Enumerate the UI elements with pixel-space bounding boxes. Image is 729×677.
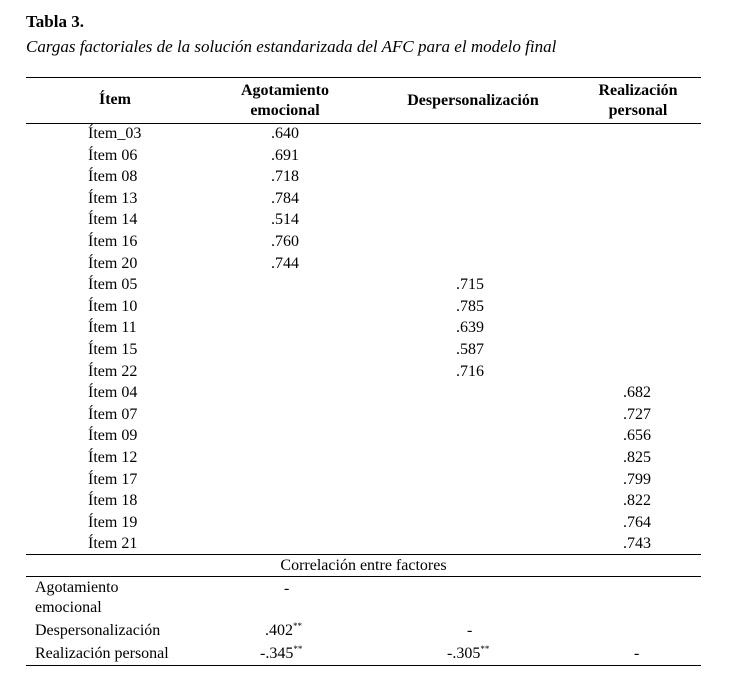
- corr-dp-dp: -: [467, 622, 473, 639]
- correlation-title-rule: [26, 576, 701, 577]
- row-loading-rp: .682: [623, 384, 651, 401]
- row-loading-ae: .760: [271, 233, 299, 250]
- table-title: Tabla 3.: [26, 12, 84, 31]
- corr-rp-rp: -: [634, 645, 640, 662]
- bottom-rule: [26, 665, 701, 666]
- corr-rp-dp-value: -.305: [447, 645, 481, 662]
- corr-label-realizacion: Realización personal: [35, 645, 169, 662]
- row-loading-dp: .639: [456, 319, 484, 336]
- corr-ae-ae: -: [284, 580, 290, 597]
- top-rule: [26, 77, 701, 78]
- corr-dp-ae: [265, 621, 302, 641]
- corr-label-despersonalizacion: Despersonalización: [35, 622, 161, 639]
- row-loading-dp: .716: [456, 363, 484, 380]
- corr-label-agotamiento: [35, 578, 119, 618]
- row-item-label: Ítem 15: [88, 341, 138, 358]
- row-loading-rp: .656: [623, 427, 651, 444]
- corr-label-agotamiento-line1: Agotamiento: [35, 579, 119, 596]
- corr-label-agotamiento-line2: emocional: [35, 599, 102, 616]
- row-loading-rp: .825: [623, 449, 651, 466]
- header-agotamiento-line1: Agotamiento: [241, 82, 329, 99]
- corr-rp-ae: [260, 644, 302, 664]
- row-item-label: Ítem 09: [88, 427, 138, 444]
- row-loading-rp: .799: [623, 471, 651, 488]
- row-loading-ae: .718: [271, 168, 299, 185]
- row-item-label: Ítem 07: [88, 406, 138, 423]
- row-loading-ae: .691: [271, 147, 299, 164]
- header-despersonalizacion-label: Despersonalización: [407, 92, 539, 109]
- header-realizacion-line1: Realización: [598, 82, 678, 99]
- row-item-label: Ítem 10: [88, 298, 138, 315]
- row-item-label: Ítem 06: [88, 147, 138, 164]
- row-item-label: Ítem 18: [88, 492, 138, 509]
- corr-rp-dp-sig: **: [480, 644, 490, 654]
- correlation-title: Correlación entre factores: [280, 557, 447, 574]
- row-item-label: Ítem 19: [88, 514, 138, 531]
- row-item-label: Ítem 16: [88, 233, 138, 250]
- header-agotamiento: [210, 81, 360, 121]
- corr-dp-ae-sig: **: [293, 621, 302, 631]
- row-item-label: Ítem_03: [88, 125, 142, 142]
- row-item-label: Ítem 08: [88, 168, 138, 185]
- row-item-label: Ítem 20: [88, 255, 138, 272]
- header-realizacion-line2: personal: [608, 102, 668, 119]
- row-item-label: Ítem 05: [88, 276, 138, 293]
- row-loading-ae: .640: [271, 125, 299, 142]
- header-item: [70, 90, 160, 110]
- row-item-label: Ítem 14: [88, 211, 138, 228]
- row-loading-ae: .514: [271, 211, 299, 228]
- table-caption: Cargas factoriales de la solución estandarizada del AFC para el modelo final: [26, 37, 557, 56]
- row-loading-rp: .764: [623, 514, 651, 531]
- row-loading-rp: .822: [623, 492, 651, 509]
- corr-rp-dp: [447, 644, 489, 664]
- row-item-label: Ítem 12: [88, 449, 138, 466]
- header-agotamiento-line2: emocional: [250, 102, 320, 119]
- corr-dp-ae-value: .402: [265, 622, 293, 639]
- header-realizacion: [578, 81, 698, 121]
- row-loading-rp: .743: [623, 535, 651, 552]
- corr-rp-ae-value: -.345: [260, 645, 294, 662]
- row-loading-dp: .587: [456, 341, 484, 358]
- header-despersonalizacion: [378, 91, 568, 111]
- row-item-label: Ítem 21: [88, 535, 138, 552]
- row-loading-dp: .715: [456, 276, 484, 293]
- row-item-label: Ítem 17: [88, 471, 138, 488]
- row-loading-ae: .784: [271, 190, 299, 207]
- row-item-label: Ítem 04: [88, 384, 138, 401]
- row-item-label: Ítem 11: [88, 319, 137, 336]
- correlation-rule: [26, 554, 701, 555]
- row-item-label: Ítem 13: [88, 190, 138, 207]
- row-loading-rp: .727: [623, 406, 651, 423]
- row-item-label: Ítem 22: [88, 363, 138, 380]
- row-loading-ae: .744: [271, 255, 299, 272]
- header-item-label: Ítem: [99, 91, 131, 108]
- row-loading-dp: .785: [456, 298, 484, 315]
- corr-rp-ae-sig: **: [293, 644, 303, 654]
